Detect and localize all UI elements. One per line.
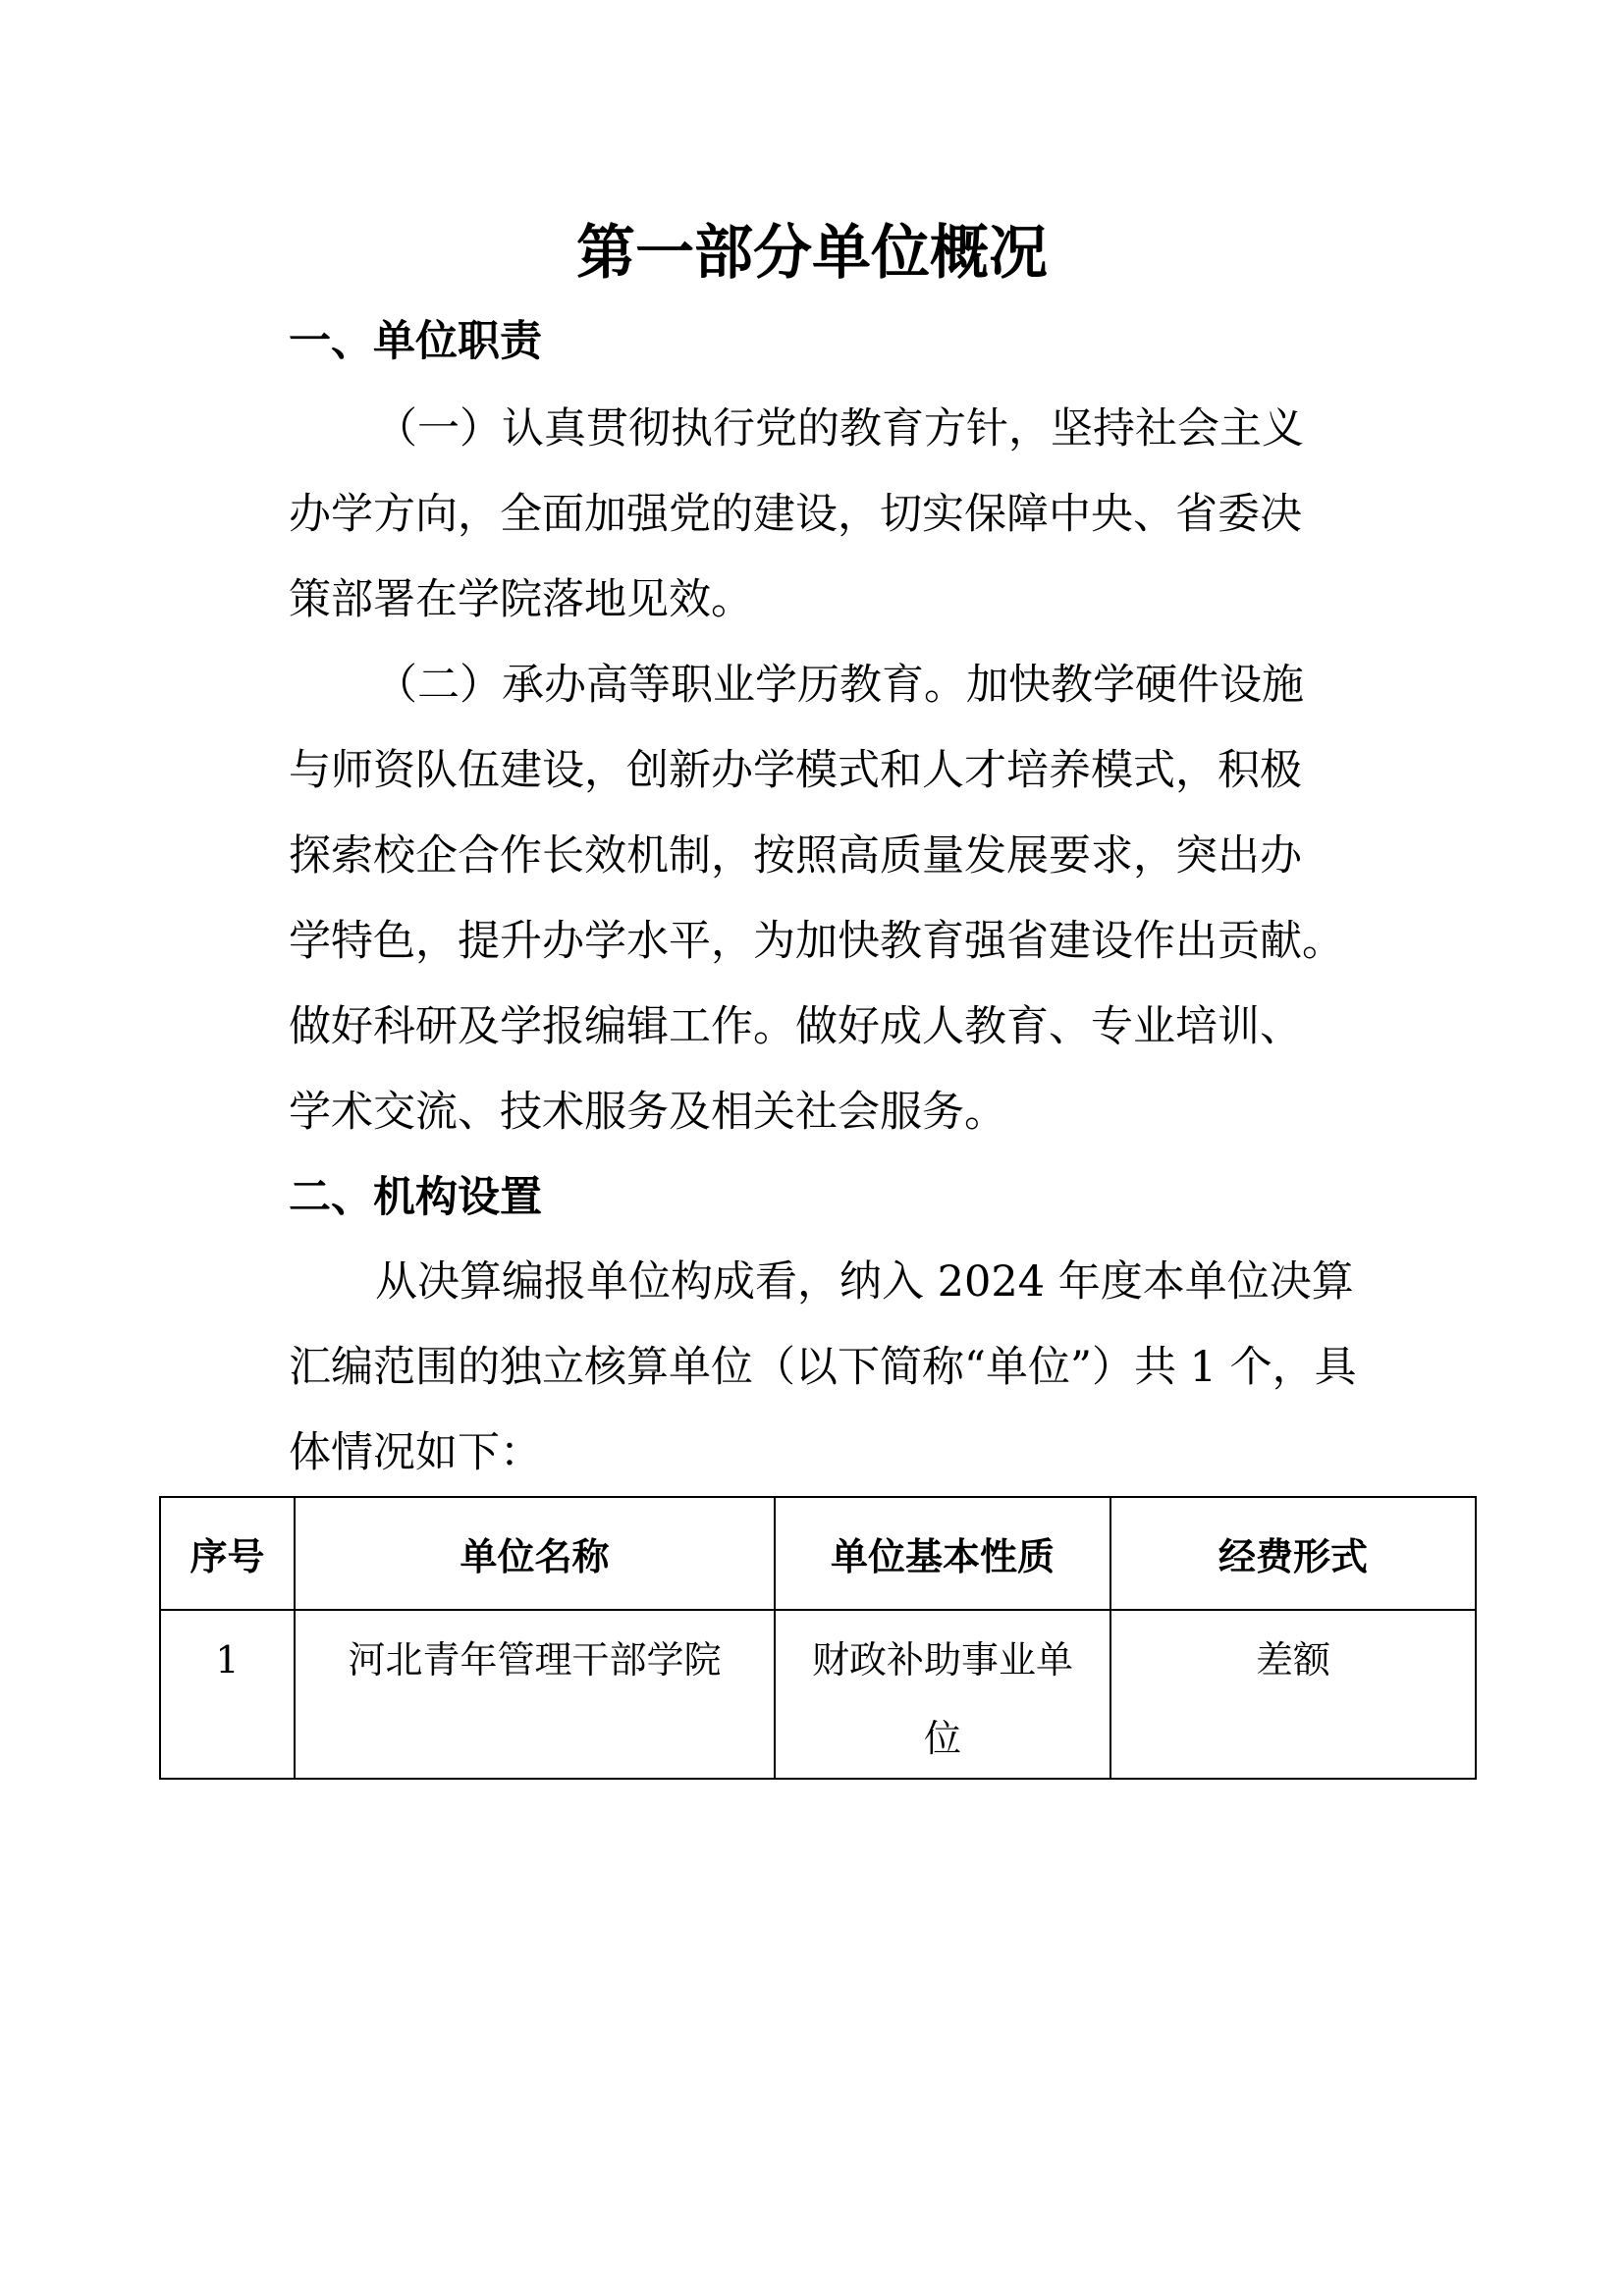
column-header-unit-name: 单位名称 xyxy=(295,1497,775,1610)
section-heading-duties: 一、单位职责 xyxy=(289,317,542,366)
duties-paragraph-1 xyxy=(289,387,1369,643)
column-header-unit-nature: 单位基本性质 xyxy=(775,1497,1110,1610)
text-line: 策部署在学院落地见效。 xyxy=(289,575,753,624)
table-header-row xyxy=(160,1497,1476,1610)
section-heading-organization: 二、机构设置 xyxy=(289,1173,542,1222)
text-line: （二）承办高等职业学历教育。加快教学硬件设施 xyxy=(375,661,1304,710)
text-line: （一）认真贯彻执行党的教育方针，坚持社会主义 xyxy=(375,404,1304,454)
organization-paragraph xyxy=(289,1240,1369,1496)
text-line: 办学方向，全面加强党的建设，切实保障中央、省委决 xyxy=(289,490,1302,539)
cell-unit-nature-text: 财政补助事业单位 xyxy=(811,1638,1073,1760)
unit-table xyxy=(159,1496,1477,1780)
cell-unit-name: 河北青年管理干部学院 xyxy=(295,1610,775,1779)
text-line: 探索校企合作长效机制，按照高质量发展要求，突出办 xyxy=(289,831,1302,881)
cell-index: 1 xyxy=(160,1610,295,1779)
text-line: 做好科研及学报编辑工作。做好成人教育、专业培训、 xyxy=(289,1002,1302,1051)
duties-paragraph-2 xyxy=(289,643,1369,1155)
column-header-index: 序号 xyxy=(160,1497,295,1610)
cell-unit-nature xyxy=(775,1610,1110,1779)
text-line: 学特色，提升办学水平，为加快教育强省建设作出贡献。 xyxy=(289,917,1344,966)
column-header-funding-form: 经费形式 xyxy=(1110,1497,1476,1610)
text-line: 从决算编报单位构成看，纳入 2024 年度本单位决算 xyxy=(375,1257,1354,1307)
text-line: 与师资队伍建设，创新办学模式和人才培养模式，积极 xyxy=(289,746,1302,795)
text-line: 体情况如下： xyxy=(289,1428,542,1477)
cell-funding-form: 差额 xyxy=(1110,1610,1476,1779)
page-title: 第一部分单位概况 xyxy=(576,219,1048,288)
text-line: 汇编范围的独立核算单位（以下简称“单位”）共 1 个，具 xyxy=(289,1343,1357,1392)
text-line: 学术交流、技术服务及相关社会服务。 xyxy=(289,1088,1006,1137)
table-row xyxy=(160,1610,1476,1779)
